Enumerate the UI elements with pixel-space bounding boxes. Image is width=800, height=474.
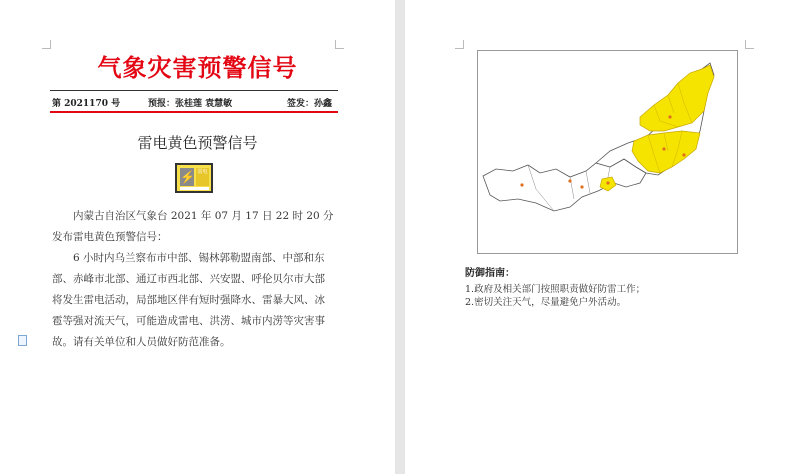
page-corner-mark	[455, 40, 464, 49]
signal-icon-label: 雷电	[197, 169, 208, 175]
signal-title: 雷电黄色预警信号	[137, 134, 258, 152]
forecaster-names: 预报：张桂莲 袁慧敏	[148, 99, 233, 109]
warning-main-title: 气象灾害预警信号	[97, 53, 298, 82]
lightning-yellow-warning-icon	[175, 163, 213, 193]
lightning-bolt-icon: ⚡	[180, 170, 195, 184]
document-page-left	[0, 0, 395, 474]
issuer-name: 签发：孙鑫	[287, 99, 333, 109]
defense-guide-item: 1.政府及相关部门按照职责做好防雷工作；	[465, 284, 646, 295]
defense-guide-item: 2.密切关注天气，尽量避免户外活动。	[465, 297, 627, 308]
warning-info-bar	[50, 90, 338, 113]
page-corner-mark	[745, 40, 754, 49]
body-paragraph-2: 6 小时内乌兰察布市中部、锡林郭勒盟南部、中部和东部、赤峰市北部、通辽市西北部、兴安盟、呼伦贝尔市大部将发生雷电活动，局部地区伴有短时强降水、雷暴大风、冰雹等强对流天气，可能造成雷电、洪涝、城市内涝等灾害事故。请有关单位和人员做好防范准备。	[52, 252, 325, 348]
page-gutter	[395, 0, 405, 474]
issue-number: 第 2021170 号	[52, 99, 121, 109]
inner-mongolia-map-icon	[478, 51, 737, 253]
body-paragraph-1: 内蒙古自治区气象台 2021 年 07 月 17 日 22 时 20 分发布雷电黄色预警信号：	[52, 210, 334, 243]
defense-guide-heading: 防御指南：	[465, 268, 515, 279]
warning-area-map	[477, 50, 738, 254]
document-icon	[18, 335, 27, 346]
